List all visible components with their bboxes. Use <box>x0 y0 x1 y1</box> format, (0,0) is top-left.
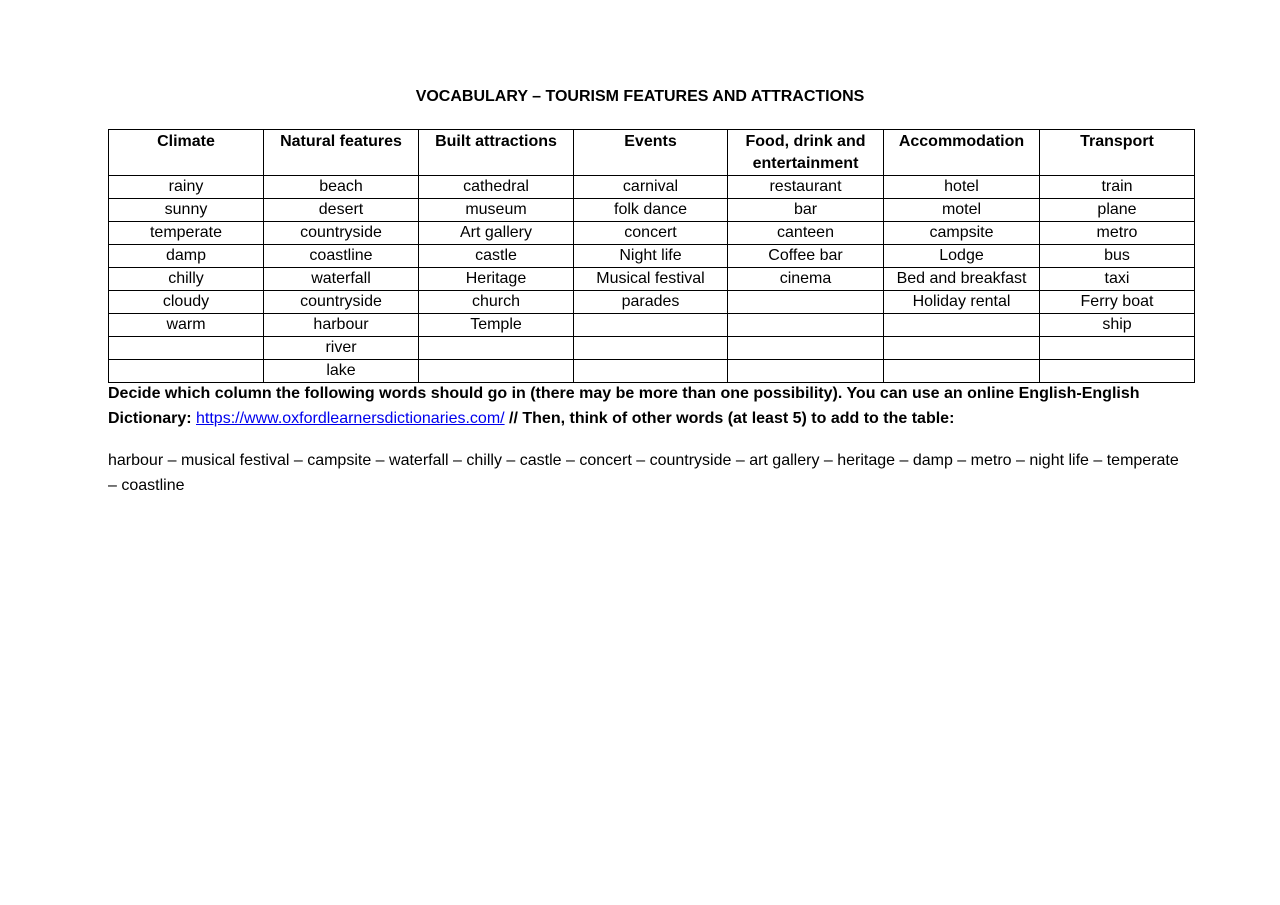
table-header-row <box>109 130 1195 176</box>
table-cell: plane <box>1040 199 1195 222</box>
table-cell: Holiday rental <box>884 291 1040 314</box>
table-cell: countryside <box>264 291 419 314</box>
table-cell <box>728 360 884 383</box>
table-cell <box>884 360 1040 383</box>
page-title: VOCABULARY – TOURISM FEATURES AND ATTRACTIONS <box>415 88 865 105</box>
table-cell <box>1040 360 1195 383</box>
table-cell <box>109 360 264 383</box>
table-cell <box>419 337 574 360</box>
table-cell: Coffee bar <box>728 245 884 268</box>
table-cell: lake <box>264 360 419 383</box>
instructions-text: Decide which column the following words should go in (there may be more than one possibility). You can use an online English-English Dictionary: <box>108 385 1140 427</box>
table-row <box>109 222 1195 245</box>
table-row <box>109 291 1195 314</box>
table-cell: carnival <box>574 176 728 199</box>
table-row <box>109 245 1195 268</box>
header-transport: Transport <box>1040 130 1195 176</box>
table-cell <box>728 291 884 314</box>
header-natural-features: Natural features <box>264 130 419 176</box>
table-cell <box>1040 337 1195 360</box>
table-cell: sunny <box>109 199 264 222</box>
instructions-followup-text: // Then, think of other words (at least 5) to add to the table: <box>504 410 955 427</box>
table-cell: bar <box>728 199 884 222</box>
table-cell: Temple <box>419 314 574 337</box>
table-cell: Bed and breakfast <box>884 268 1040 291</box>
header-built-attractions: Built attractions <box>419 130 574 176</box>
table-cell: bus <box>1040 245 1195 268</box>
table-cell: parades <box>574 291 728 314</box>
table-cell: cloudy <box>109 291 264 314</box>
table-cell: warm <box>109 314 264 337</box>
table-cell: metro <box>1040 222 1195 245</box>
header-food-drink-entertainment: Food, drink and entertainment <box>728 130 884 176</box>
table-row <box>109 176 1195 199</box>
header-accommodation: Accommodation <box>884 130 1040 176</box>
table-cell: waterfall <box>264 268 419 291</box>
table-cell: train <box>1040 176 1195 199</box>
table-cell <box>884 314 1040 337</box>
table-cell: rainy <box>109 176 264 199</box>
table-row <box>109 199 1195 222</box>
table-cell: Heritage <box>419 268 574 291</box>
table-cell: Night life <box>574 245 728 268</box>
table-cell <box>109 337 264 360</box>
table-cell: desert <box>264 199 419 222</box>
table-cell: Musical festival <box>574 268 728 291</box>
table-cell: chilly <box>109 268 264 291</box>
dictionary-link[interactable]: https://www.oxfordlearnersdictionaries.com/ <box>196 410 505 427</box>
instructions-paragraph <box>108 381 1188 431</box>
table-cell <box>884 337 1040 360</box>
table-cell: Lodge <box>884 245 1040 268</box>
table-cell: hotel <box>884 176 1040 199</box>
table-cell: harbour <box>264 314 419 337</box>
table-cell: cathedral <box>419 176 574 199</box>
table-row <box>109 337 1195 360</box>
table-cell: Art gallery <box>419 222 574 245</box>
table-cell: campsite <box>884 222 1040 245</box>
table-cell: canteen <box>728 222 884 245</box>
table-cell: damp <box>109 245 264 268</box>
table-cell: beach <box>264 176 419 199</box>
table-cell: church <box>419 291 574 314</box>
table-cell: restaurant <box>728 176 884 199</box>
header-climate: Climate <box>109 130 264 176</box>
table-cell: folk dance <box>574 199 728 222</box>
table-cell: countryside <box>264 222 419 245</box>
table-cell: temperate <box>109 222 264 245</box>
table-cell <box>728 337 884 360</box>
table-cell: cinema <box>728 268 884 291</box>
table-body <box>109 176 1195 383</box>
table-cell <box>574 314 728 337</box>
table-cell: Ferry boat <box>1040 291 1195 314</box>
table-cell <box>574 360 728 383</box>
vocabulary-table <box>108 129 1195 383</box>
table-cell: castle <box>419 245 574 268</box>
table-row <box>109 360 1195 383</box>
table-cell: coastline <box>264 245 419 268</box>
header-events: Events <box>574 130 728 176</box>
table-row <box>109 268 1195 291</box>
word-list: harbour – musical festival – campsite – waterfall – chilly – castle – concert – countryside – art gallery – heritage – damp – metro – night life – temperate – coastline <box>108 452 1179 494</box>
table-row <box>109 314 1195 337</box>
table-cell: museum <box>419 199 574 222</box>
table-cell: ship <box>1040 314 1195 337</box>
table-cell <box>419 360 574 383</box>
table-cell <box>728 314 884 337</box>
table-cell: river <box>264 337 419 360</box>
table-cell: motel <box>884 199 1040 222</box>
table-cell: taxi <box>1040 268 1195 291</box>
table-cell: concert <box>574 222 728 245</box>
table-cell <box>574 337 728 360</box>
